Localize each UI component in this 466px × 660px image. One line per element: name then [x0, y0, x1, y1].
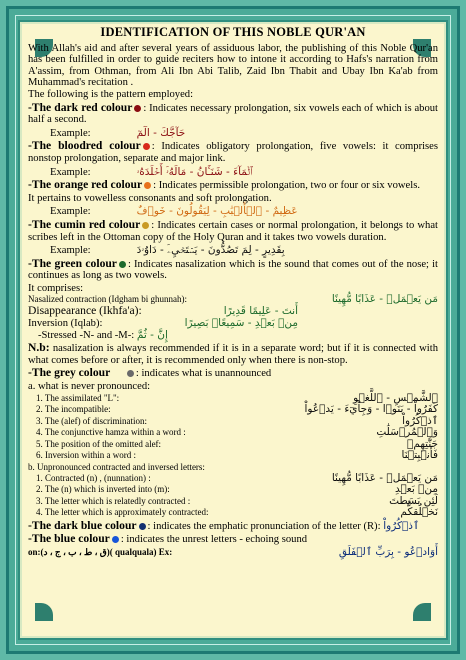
green-item-arabic: مِنۢ بَعۡدِ - سَمِيعًاۢ بَصِيرًا	[184, 317, 298, 330]
green-item-iqlab	[28, 318, 438, 330]
green-dot-icon	[119, 261, 126, 268]
list-item	[36, 484, 438, 496]
grey-section	[28, 367, 438, 380]
orange-example	[50, 206, 438, 218]
orange-heading: -The orange red colour	[28, 178, 143, 192]
list-item-label: 6. Inversion within a word :	[36, 450, 136, 461]
list-item-arabic: لَئِن بَسَطتَ	[389, 494, 438, 507]
list-item-arabic: مِنۢ بَعۡدِ	[394, 483, 438, 496]
cumin-section	[28, 219, 438, 243]
list-item-label: 5. The position of the omitted alef:	[36, 438, 162, 449]
list-item-arabic: مَن يَعۡمَلۡ - عَذَابًا مُّهِينًا	[331, 471, 438, 484]
green-comprises: It comprises:	[28, 282, 84, 294]
list-item-label: 4. The letter which is approximately contracted:	[36, 507, 209, 518]
green-item-arabic: أَنتَ - عَلِيمًا قَدِيرًا	[223, 305, 298, 318]
grey-b-list	[36, 473, 438, 519]
cumin-dot-icon	[142, 222, 149, 229]
orange-text: : Indicates permissible prolongation, two or four or six vowels.	[153, 180, 420, 192]
green-item-arabic: إِنَّ - ثُمَّ	[136, 328, 168, 341]
blood-red-heading: -The bloodred colour	[28, 139, 141, 153]
nb-text: nasalization is always recommended if it is in a separate word; but if it is connected with what comes before or after, it is recommended only when there is non-stop.	[28, 343, 438, 366]
pattern-line: The following is the pattern employed:	[28, 88, 194, 100]
dark-red-section	[28, 102, 438, 126]
example-label: Example:	[50, 245, 91, 257]
dark-red-example-text: حَآجَّكَ - الٓمٓ	[136, 126, 186, 139]
content	[28, 27, 438, 558]
orange-section	[28, 179, 438, 192]
blue-line2-prefix: on:(ق ، ط ، ب ، ج ، د)( qualquala) Ex:	[28, 546, 173, 557]
blood-red-example-text: ٱلۡمَآءَ - شَنَـَٔانُ - مَالَهُۥٓ أَخۡلَدَهُۥ	[136, 165, 253, 178]
nb-note	[28, 342, 438, 366]
dark-red-heading: -The dark red colour	[28, 100, 133, 114]
page-title: IDENTIFICATION OF THIS NOBLE QUR'AN	[100, 25, 366, 39]
dark-blue-section	[28, 520, 438, 533]
blue-text: : indicates the unrest letters - echoing sound	[120, 534, 308, 546]
dark-blue-example-text: ٱذۡكُرُواْ	[383, 519, 420, 532]
dark-blue-heading: -The dark blue colour	[28, 518, 137, 532]
example-label: Example:	[50, 127, 91, 139]
list-item-label: 2. The (n) which is inverted into (m):	[36, 484, 170, 495]
blue-heading: -The blue colour	[28, 532, 110, 546]
orange-text-2: It pertains to vowelless consonants and soft prolongation.	[28, 192, 272, 204]
grey-a-list	[36, 393, 438, 462]
green-item-label: Inversion (Iqlab):	[28, 318, 103, 330]
list-item-arabic: ٱذۡكُرُواْ	[402, 414, 438, 427]
list-item-arabic: فَأَنۢبِتۡنَا	[401, 449, 438, 462]
example-label: Example:	[50, 166, 91, 178]
corner-ornament	[35, 603, 53, 621]
blood-red-example	[50, 167, 438, 179]
list-item-arabic: جَنَّٰتِهِمۡ	[407, 437, 438, 450]
green-item-label: -Stressed -N- and -M-:	[38, 329, 135, 341]
corner-ornament	[413, 603, 431, 621]
blue-example-text: أَوَادۡعُو - بِرَبِّ ٱلۡفَلَقِ	[338, 545, 438, 558]
blue-example-row	[28, 547, 438, 559]
green-item-arabic: مَن يَعۡمَلۡ - عَذَابًا مُّهِينًا	[331, 293, 438, 306]
cumin-example	[50, 245, 438, 257]
nb-label: N.b:	[28, 341, 50, 355]
list-item	[36, 473, 438, 485]
page-sheet	[22, 24, 444, 636]
orange-dot-icon	[144, 182, 151, 189]
grey-dot-icon	[127, 370, 134, 377]
list-item	[36, 427, 438, 439]
grey-text: : indicates what is unannounced	[135, 368, 272, 380]
dark-blue-dot-icon	[139, 523, 146, 530]
blue-section	[28, 533, 438, 546]
blue-dot-icon	[112, 536, 119, 543]
list-item-label: 1. The assimilated "L":	[36, 392, 120, 403]
green-text: : Indicates nasalization which is the sound that comes out of the nose; it continues as long as two vowels.	[28, 258, 439, 282]
list-item-arabic: وَٱلۡمُرۡسَلَٰتِ	[376, 426, 438, 439]
green-item-label: Nasalized contraction (Idgham bi ghunnah):	[28, 294, 187, 305]
cumin-heading: -The cumin red colour	[28, 217, 141, 231]
list-item	[36, 496, 438, 508]
blood-red-dot-icon	[143, 143, 150, 150]
list-item-label: 1. Contracted (n) , (nunnation) :	[36, 472, 151, 483]
green-heading: -The green colour	[28, 256, 117, 270]
list-item	[36, 439, 438, 451]
cumin-example-text: بِقَدِيرٍ - لِمَ تَصُدُّونَ - يَسۡتَحۡيِۦٓ - دَاوُۥدَ	[136, 244, 285, 257]
list-item-arabic: كَفَرُواْ - بَنَوۡا - وَجِاْيٓءَ - يَدۡعُواْ	[304, 403, 438, 416]
blood-red-section	[28, 140, 438, 164]
list-item	[36, 404, 438, 416]
grey-subhead-b: b. Unpronounced contracted and inversed letters:	[28, 461, 205, 472]
example-label: Example:	[50, 206, 91, 218]
list-item-label: 3. The letter which is relatedly contracted :	[36, 495, 191, 506]
orange-example-text: عَظِيمٌ - ٱلۡأَلۡبَٰبِ - لِيَقُولُونَ - خَوۡفٌ	[136, 205, 298, 218]
blood-red-text: : Indicates obligatory prolongation, five vowels: it comprises nonstop prolongation, separate and major link.	[28, 141, 438, 164]
cumin-text: : Indicates certain cases or normal prolongation, it belongs to what scribes left in the Ottoman copy of the Holy Quran and it takes two vowels duration.	[28, 219, 438, 243]
dark-red-dot-icon	[134, 105, 141, 112]
dark-red-example	[50, 128, 438, 140]
list-item-label: 2. The incompatible:	[36, 404, 111, 415]
green-item-stressed	[38, 330, 438, 342]
list-item-label: 3. The (alef) of discrimination:	[36, 415, 148, 426]
dark-blue-text: : indicates the emphatic pronunciation of the letter (R):	[147, 520, 381, 532]
list-item-arabic: نَخۡلُقكُّم	[400, 506, 438, 519]
list-item	[36, 507, 438, 519]
intro-paragraph: With Allah's aid and after several years of assiduous labor, the publishing of this Noble Qur'an has been fulfilled in order to guide reciters how to intone it according to Hafs's narration from A'assim, from Othman, from Ali Ibn Abi Talib, Zaid Ibn Thabit and Ubay Ibn Ka'ab from Muhammad's recitation .	[28, 42, 438, 89]
list-item-label: 4. The conjunctive hamza within a word :	[36, 427, 186, 438]
grey-heading: -The grey colour	[28, 366, 111, 380]
dark-red-text: : Indicates necessary prolongation, six vowels each of which is about half a second.	[28, 102, 438, 126]
grey-subhead-a: a. what is never pronounced:	[28, 381, 151, 393]
list-item	[36, 450, 438, 462]
green-section	[28, 258, 438, 282]
list-item-arabic: ٱلشَّمۡسِ - ٱللَّغۡوِ	[353, 391, 438, 404]
green-item-label: Disappearance (Ikhfa'a):	[28, 304, 142, 318]
